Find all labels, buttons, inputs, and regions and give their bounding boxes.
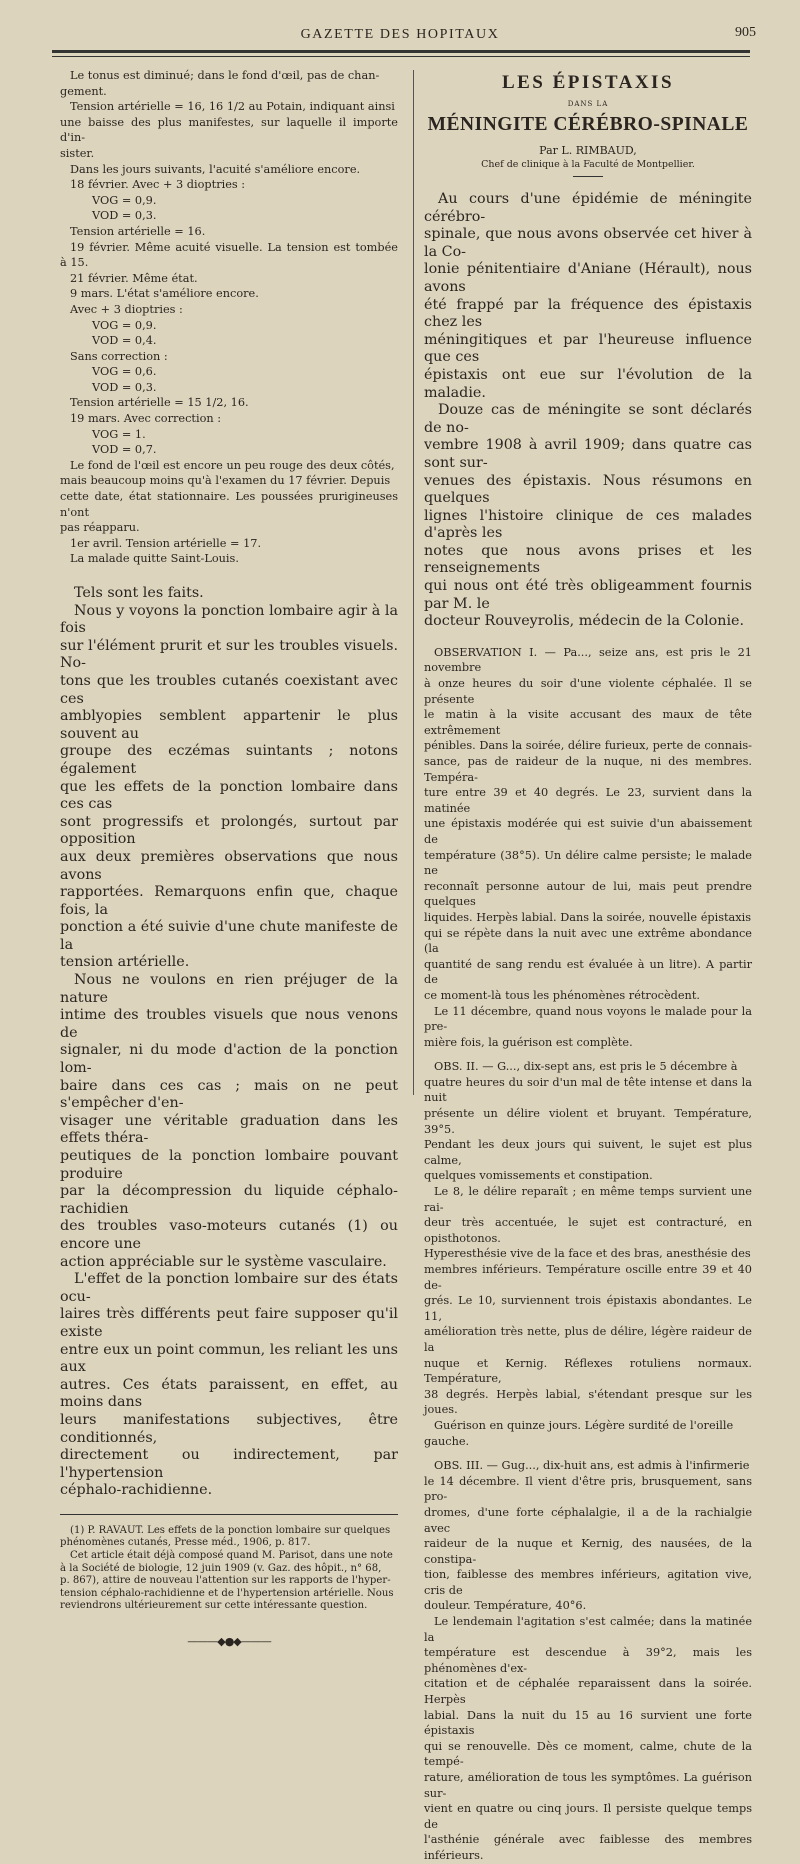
case-line: Le fond de l'œil est encore un peu rouge des deux côtés, [70,458,395,472]
case-line: Avec + 3 dioptries : [70,302,183,316]
column-divider [413,70,414,1095]
header-rule-thick [52,50,750,53]
observation-line: nuque et Kernig. Réflexes rotuliens normaux. Température, [424,1356,752,1386]
case-line: Dans les jours suivants, l'acuité s'améliore encore. [70,162,361,176]
article-title-connector: DANS LA [567,100,609,108]
observation-line: labial. Dans la nuit du 15 au 16 survient une forte épistaxis [424,1708,752,1738]
observation-line: vient en quatre ou cinq jours. Il persiste quelque temps de [424,1802,752,1831]
case-line: VOG = 0,6. [92,365,157,379]
observation-line: tion, faiblesse des membres inférieurs, agitation vive, cris de [424,1568,752,1597]
body-line: des troubles vaso-moteurs cutanés (1) ou encore une [60,1218,398,1252]
right-column [424,72,752,1864]
observation-line: qui se renouvelle. Dès ce moment, calme, chute de la tempé- [424,1739,752,1769]
observation-line: Pendant les deux jours qui suivent, le sujet est plus calme, [424,1138,752,1167]
intro-line: qui nous ont été très obligeamment fournis par M. le [424,578,752,612]
body-line: amblyopies semblent appartenir le plus souvent au [60,708,398,742]
body-line: groupe des eczémas suintants ; notons également [60,743,398,777]
observation-line: OBS. III. — Gug..., dix-huit ans, est admis à l'infirmerie [434,1459,750,1473]
body-line: action appréciable sur le système vasculaire. [60,1253,387,1270]
case-line: Tension artérielle = 15 1/2, 16. [70,396,249,410]
page-number: 905 [735,25,756,40]
title-rule [573,176,603,177]
observation-line: douleur. Température, 40°6. [424,1599,587,1613]
observation-line: Guérison en quinze jours. Légère surdité de l'oreille [434,1418,734,1432]
observation-line: raideur de la nuque et Kernig, des nausées, de la constipa- [424,1537,752,1566]
observation-line: présente un délire violent et bruyant. Température, 39°5. [424,1107,752,1136]
observation-line: grés. Le 10, surviennent trois épistaxis abondantes. Le 11, [424,1294,752,1323]
observation-line: gauche. [424,1434,470,1448]
observation-line: température (38°5). Un délire calme persiste; le malade ne [424,848,752,878]
case-line: VOD = 0,4. [92,334,157,348]
observation-line: l'asthénie générale avec faiblesse des membres inférieurs. [424,1833,752,1862]
body-line: visager une véritable graduation dans les effets théra- [60,1112,398,1147]
body-line: directement ou indirectement, par l'hypertension [60,1447,398,1481]
running-head [0,27,800,47]
body-line: signaler, ni du mode d'action de la ponction lom- [60,1042,398,1077]
observation-line: dromes, d'une forte céphalalgie, il a de la rachialgie avec [424,1505,752,1535]
body-line: rapportées. Remarquons enfin que, chaque fois, la [60,884,398,918]
observation-line: citation et de céphalée reparaissent dans la soirée. Herpès [424,1677,752,1707]
observation-line: OBS. II. — G..., dix-sept ans, est pris le 5 décembre à [434,1060,738,1074]
body-line: tons que les troubles cutanés coexistant avec ces [60,672,398,707]
case-notes [60,68,398,567]
body-line: baire dans ces cas ; mais on ne peut s'empêcher d'en- [60,1077,398,1112]
body-line: L'effet de la ponction lombaire sur des états ocu- [60,1271,398,1305]
observation-line: Hyperesthésie vive de la face et des bras, anesthésie des [424,1247,751,1261]
observation-line: température est descendue à 39°2, mais les phénomènes d'ex- [424,1646,752,1675]
case-line: VOD = 0,3. [92,209,157,223]
case-line: La malade quitte Saint-Louis. [70,552,239,566]
observation-line: deur très accentuée, le sujet est contracturé, en opisthotonos. [424,1216,752,1245]
case-line: Tension artérielle = 16, 16 1/2 au Potain, indiquant ainsi [70,100,395,114]
body-line: entre eux un point commun, les reliant les uns aux [60,1341,398,1376]
observation-line: quelques vomissements et constipation. [424,1169,653,1183]
observation-line: qui se répète dans la nuit avec une extrême abondance (la [424,926,752,956]
case-line: 1er avril. Tension artérielle = 17. [70,536,262,550]
body-line: peutiques de la ponction lombaire pouvant produire [60,1148,398,1182]
observation-gap [424,1449,752,1458]
intro-line: été frappé par la fréquence des épistaxis chez les [424,296,752,331]
observation-line: quantité de sang rendu est évaluée à un litre). A partir de [424,957,752,987]
observations [424,645,752,1864]
case-line: 18 février. Avec + 3 dioptries : [70,178,246,192]
case-line: 21 février. Même état. [70,271,198,285]
observation-line: une épistaxis modérée qui est suivie d'un abaissement de [424,817,752,846]
footnote-rule [60,1514,398,1515]
body-line: sur l'élément prurit et sur les troubles visuels. No- [60,637,398,672]
body-line: intime des troubles visuels que nous venons de [60,1007,398,1041]
intro-line: notes que nous avons prises et les renseignements [424,542,752,577]
body-line: Tels sont les faits. [74,585,204,601]
discussion-text [60,585,398,1500]
case-line: Le tonus est diminué; dans le fond d'œil, pas de chan- [70,69,380,82]
observation-line: mière fois, la guérison est complète. [424,1035,633,1049]
case-line: VOG = 1. [92,427,146,441]
observation-line: 38 degrés. Herpès labial, s'étendant presque sur les joues. [424,1387,752,1417]
case-line: 19 mars. Avec correction : [70,412,222,426]
case-line: VOG = 0,9. [92,193,157,207]
intro-line: lonie pénitentiaire d'Aniane (Hérault), nous avons [424,261,752,295]
observation-line: quatre heures du soir d'un mal de tête intense et dans la nuit [424,1075,752,1105]
observation-line: à onze heures du soir d'une violente céphalée. Il se présente [424,677,752,706]
body-line: sont progressifs et prolongés, surtout par opposition [60,813,398,848]
body-line: autres. Ces états paraissent, en effet, au moins dans [60,1376,398,1411]
observation-line: membres inférieurs. Température oscille entre 39 et 40 de- [424,1263,752,1292]
body-line: aux deux premières observations que nous avons [60,848,398,883]
journal-title: GAZETTE DES HOPITAUX [300,27,500,42]
intro-line: vembre 1908 à avril 1909; dans quatre cas sont sur- [424,437,752,471]
body-line: tension artérielle. [60,954,190,971]
observation-line: Le 11 décembre, quand nous voyons le malade pour la pre- [424,1004,752,1034]
observation-line: pénibles. Dans la soirée, délire furieux, perte de connais- [424,739,752,753]
observation-line: OBSERVATION I. — Pa..., seize ans, est pris le 21 novembre [424,645,752,675]
footnote-line: reviendrons ultérieurement sur cette intéressante question. [60,1600,368,1612]
case-line: sister. [60,146,95,160]
observation-line: sance, pas de raideur de la nuque, ni des membres. Tempéra- [424,755,752,784]
intro-line: Douze cas de méningite se sont déclarés de no- [424,402,752,436]
body-line: que les effets de la ponction lombaire dans ces cas [60,778,398,813]
body-line: leurs manifestations subjectives, être conditionnés, [60,1411,398,1446]
observation-line: reconnaît personne autour de lui, mais peut prendre quelques [424,879,752,909]
footnote [60,1525,398,1613]
footnote-line: p. 867), attire de nouveau l'attention sur les rapports de l'hyper- [60,1575,391,1587]
end-ornament: ———◆●◆——— [187,1635,271,1649]
case-line: 19 février. Même acuité visuelle. La tension est tombée à 15. [60,240,398,270]
case-line: Sans correction : [70,349,168,363]
footnote-line: (1) P. RAVAUT. Les effets de la ponction lombaire sur quelques [70,1524,391,1536]
body-line: ponction a été suivie d'une chute manifeste de la [60,919,398,953]
intro-line: venues des épistaxis. Nous résumons en quelques [424,472,752,507]
body-line: laires très différents peut faire supposer qu'il existe [60,1306,398,1340]
left-column [60,68,398,1648]
footnote-line: à la Société de biologie, 12 juin 1909 (v. Gaz. des hôpit., n° 68, [60,1562,382,1574]
observation-line: le matin à la visite accusant des maux de tête extrêmement [424,708,752,737]
intro-line: méningitiques et par l'heureuse influence que ces [424,331,752,366]
observation-line: ce moment-là tous les phénomènes rétrocèdent. [424,988,700,1002]
footnote-line: tension céphalo-rachidienne et de l'hypertension artérielle. Nous [60,1587,394,1599]
case-line: une baisse des plus manifestes, sur laquelle il importe d'in- [60,115,398,145]
article-intro [424,191,752,631]
observation-line: liquides. Herpès labial. Dans la soirée, nouvelle épistaxis [424,910,752,924]
observation-line: ture entre 39 et 40 degrés. Le 23, survient dans la matinée [424,786,752,815]
header-rule-thin [52,56,750,57]
case-line: Tension artérielle = 16. [70,224,206,238]
case-line: mais beaucoup moins qu'à l'examen du 17 février. Depuis [60,474,391,488]
case-line: gement. [60,84,107,98]
article-author: Par L. RIMBAUD, [539,144,637,157]
author-affiliation: Chef de clinique à la Faculté de Montpellier. [481,159,695,170]
article-title: LES ÉPISTAXIS [501,72,675,93]
intro-line: spinale, que nous avons observée cet hiver à la Co- [424,226,752,260]
observation-line: Le lendemain l'agitation s'est calmée; dans la matinée la [424,1615,752,1644]
footnote-line: Cet article était déjà composé quand M. Parisot, dans une note [70,1550,393,1562]
intro-line: lignes l'histoire clinique de ces malades d'après les [424,507,752,542]
case-line: cette date, état stationnaire. Les poussées prurigineuses n'ont [60,490,398,519]
article-subtitle: MÉNINGITE CÉRÉBRO-SPINALE [427,114,749,135]
case-line: pas réapparu. [60,521,140,535]
observation-line: rature, amélioration de tous les symptômes. La guérison sur- [424,1771,752,1800]
case-line: 9 mars. L'état s'améliore encore. [70,287,259,301]
footnote-line: phénomènes cutanés, Presse méd., 1906, p. 817. [60,1537,311,1549]
case-line: VOG = 0,9. [92,318,157,332]
case-line: VOD = 0,7. [92,443,157,457]
body-line: céphalo-rachidienne. [60,1482,213,1499]
observation-line: amélioration très nette, plus de délire, légère raideur de la [424,1325,752,1354]
intro-line: Au cours d'une épidémie de méningite cérébro- [424,191,752,225]
case-line: VOD = 0,3. [92,380,157,394]
intro-line: docteur Rouveyrolis, médecin de la Colonie. [424,613,745,630]
intro-line: épistaxis ont eue sur l'évolution de la maladie. [424,366,752,401]
body-line: par la décompression du liquide céphalo-rachidien [60,1183,398,1217]
body-line: Nous y voyons la ponction lombaire agir à la fois [60,602,398,637]
body-line: Nous ne voulons en rien préjuger de la nature [60,972,398,1006]
observation-gap [424,1050,752,1059]
observation-line: le 14 décembre. Il vient d'être pris, brusquement, sans pro- [424,1474,752,1504]
observation-line: Le 8, le délire reparaît ; en même temps survient une rai- [424,1185,752,1214]
